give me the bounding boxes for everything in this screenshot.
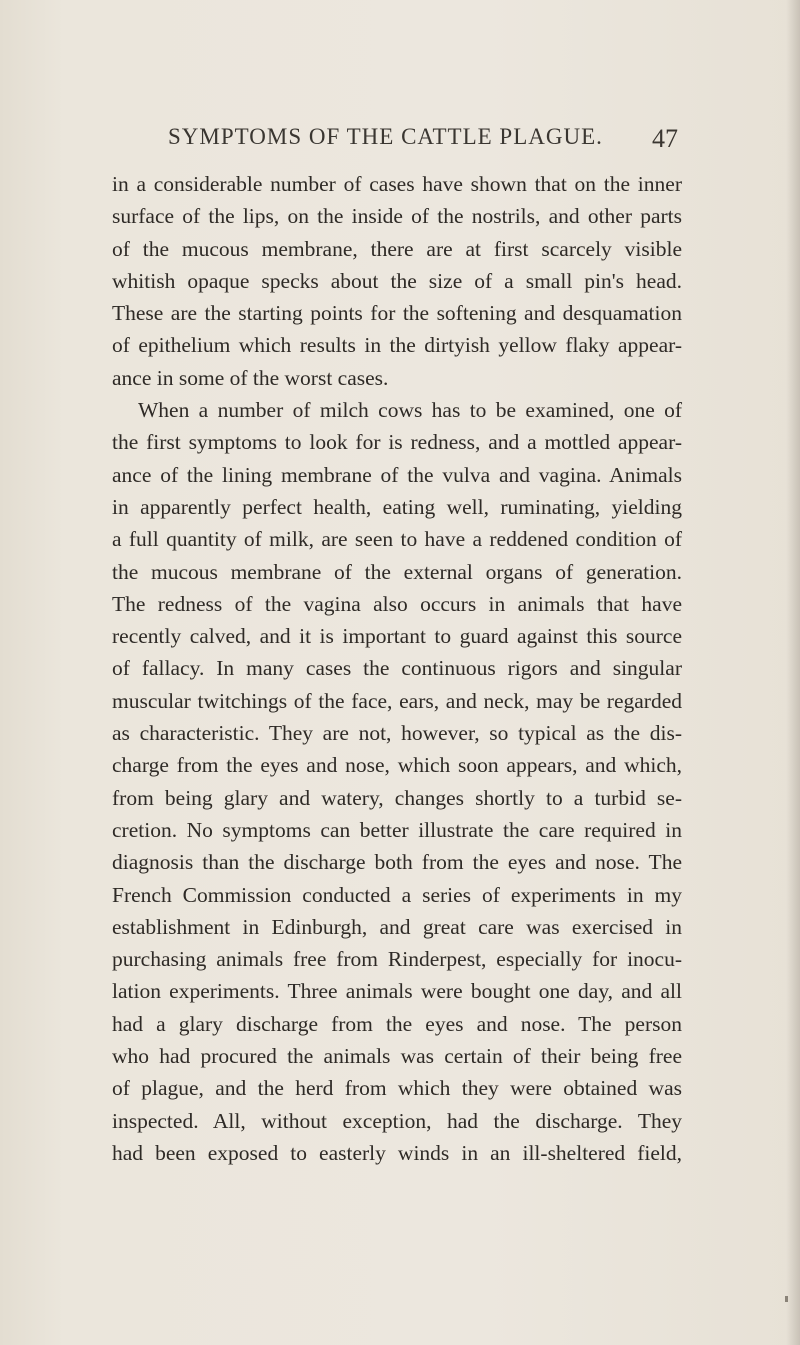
paragraph-1: [112, 168, 682, 394]
text-line: purchasing animals free from Rinderpest, especially for inocu-: [112, 947, 682, 972]
text-line: who had procured the animals was certain of their being free: [112, 1044, 682, 1069]
text-line: of plague, and the herd from which they were obtained was: [112, 1076, 682, 1101]
text-line: charge from the eyes and nose, which soon appears, and which,: [112, 753, 682, 778]
text-line: of fallacy. In many cases the continuous rigors and singular: [112, 656, 682, 681]
text-line: ance of the lining membrane of the vulva and vagina. Animals: [112, 462, 682, 487]
body-text: [112, 168, 682, 1169]
text-line: muscular twitchings of the face, ears, and neck, may be regarded: [112, 688, 682, 713]
text-line: surface of the lips, on the inside of the nostrils, and other parts: [112, 204, 682, 229]
text-line: When a number of milch cows has to be examined, one of: [138, 398, 682, 423]
text-line: These are the starting points for the softening and desquamation: [112, 301, 682, 326]
text-line: ance in some of the worst cases.: [112, 365, 389, 390]
page-number: 47: [652, 124, 678, 153]
text-line: of epithelium which results in the dirtyish yellow flaky appear-: [112, 333, 682, 358]
running-head: SYMPTOMS OF THE CATTLE PLAGUE.: [168, 124, 603, 149]
page-header: [168, 124, 678, 158]
text-line: cretion. No symptoms can better illustrate the care required in: [112, 817, 682, 842]
page-edge-shadow: [786, 0, 800, 1345]
page-speck: [785, 1296, 788, 1302]
text-line: the mucous membrane of the external organs of generation.: [112, 559, 682, 584]
text-line: had a glary discharge from the eyes and nose. The person: [112, 1011, 682, 1036]
text-line: from being glary and watery, changes shortly to a turbid se-: [112, 785, 682, 810]
text-line: recently calved, and it is important to guard against this source: [112, 624, 682, 649]
text-line: the first symptoms to look for is redness, and a mottled appear-: [112, 430, 682, 455]
text-line: inspected. All, without exception, had the discharge. They: [112, 1108, 682, 1133]
paragraph-2: [112, 394, 682, 1169]
text-line: had been exposed to easterly winds in an ill-sheltered field,: [112, 1140, 682, 1165]
text-line: whitish opaque specks about the size of a small pin's head.: [112, 268, 682, 293]
text-line: lation experiments. Three animals were bought one day, and all: [112, 979, 682, 1004]
text-line: as characteristic. They are not, however, so typical as the dis-: [112, 721, 682, 746]
text-line: diagnosis than the discharge both from the eyes and nose. The: [112, 850, 682, 875]
text-line: a full quantity of milk, are seen to have a reddened condition of: [112, 527, 682, 552]
text-line: The redness of the vagina also occurs in animals that have: [112, 591, 682, 616]
text-line: of the mucous membrane, there are at first scarcely visible: [112, 236, 682, 261]
text-line: French Commission conducted a series of experiments in my: [112, 882, 682, 907]
text-line: in apparently perfect health, eating well, ruminating, yielding: [112, 494, 682, 519]
text-line: in a considerable number of cases have shown that on the inner: [112, 172, 682, 196]
text-line: establishment in Edinburgh, and great care was exercised in: [112, 914, 682, 939]
